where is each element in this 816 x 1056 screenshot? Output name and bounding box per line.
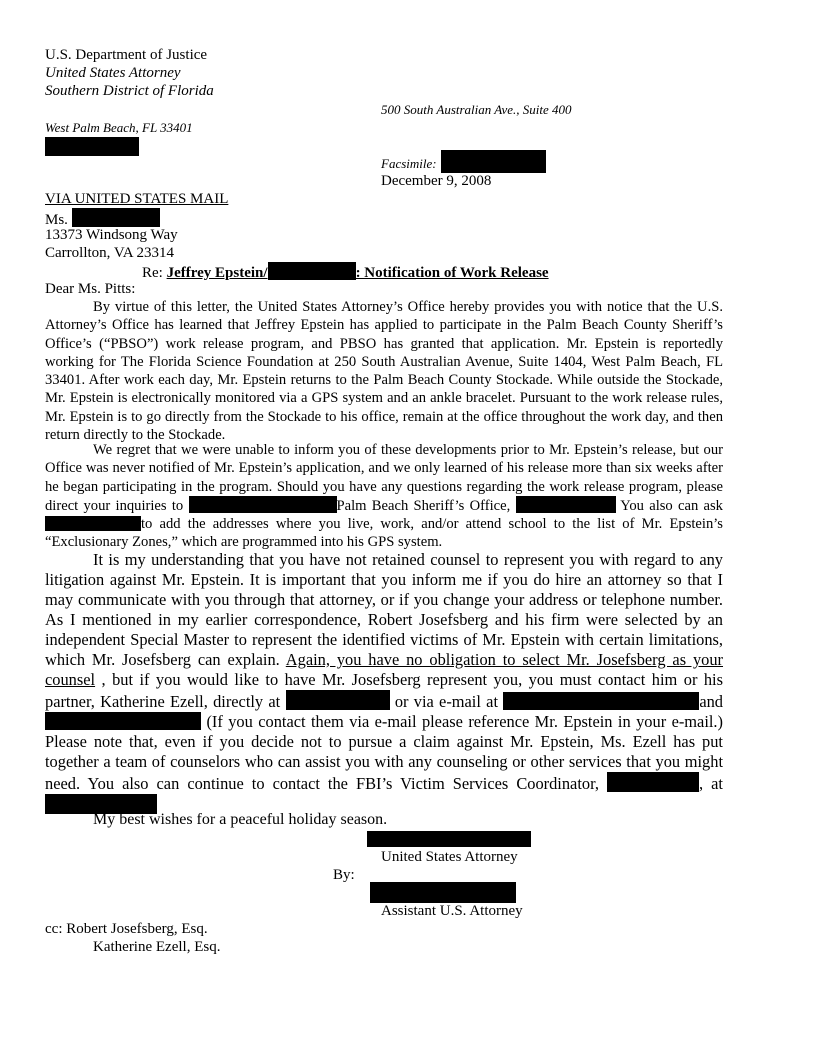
subject-name: Jeffrey Epstein/ [166, 265, 268, 281]
para2-text-c: You also can ask [620, 497, 723, 514]
para3-text-c: or via e-mail at [394, 692, 499, 711]
redacted-email-1 [503, 692, 699, 710]
para2-text-a: We regret that we were unable to inform you of these developments prior to Mr. Epstein’s release, but our Office was never notified of Mr. Epstein’s application, and we only learned of his release more than six weeks after he began participating in the program. Should you have any questions regarding the work release program, please direct your inquiries to [45, 442, 723, 514]
redacted-contact-name [189, 496, 337, 513]
para3-text-d: (If you contact them via e-mail please reference Mr. Epstein in your e-mail.) Please note that, even if you decide not to pursue a claim against Mr. Epstein, Ms. Ezell has put together a team of counselors who can assist you with any counseling or other services that you might need. You also can continue to contact the FBI’s Victim Services Coordinator, [45, 712, 723, 793]
subject-re: Re: [142, 265, 163, 281]
redacted-contact-2 [45, 516, 141, 531]
redacted-ausa-signature [370, 882, 516, 903]
para3-text-b: , but if you would like to have Mr. Josefsberg represent you, you must contact him or his partner, Katherine Ezell, directly at [45, 670, 723, 711]
letterhead-city: West Palm Beach, FL 33401 [45, 120, 193, 135]
recipient-city: Carrollton, VA 23314 [45, 245, 175, 261]
para2-text-d: to add the addresses where you live, work, and/or attend school to the list of Mr. Epstein’s “Exclusionary Zones,” which are programmed into his GPS system. [45, 516, 723, 551]
signature-title-ausa: Assistant U.S. Attorney [381, 903, 523, 919]
signature-by: By: [333, 867, 355, 883]
fax-label: Facsimile: [381, 156, 437, 171]
signature-title-us-attorney: United States Attorney [381, 849, 518, 865]
redacted-email-2 [45, 712, 201, 730]
letterhead-district: Southern District of Florida [45, 83, 214, 99]
redacted-subject [268, 262, 356, 280]
cc-line-2: Katherine Ezell, Esq. [93, 939, 221, 955]
redacted-recipient-name [72, 208, 160, 227]
subject-line [142, 262, 549, 282]
paragraph-inquiries [45, 441, 723, 552]
paragraph-work-release: By virtue of this letter, the United States Attorney’s Office hereby provides you with notice that the U.S. Attorney’s Office has learned that Jeffrey Epstein has applied to participate in the Palm Beach County Sheriff’s Office’s (“PBSO”) work release program, and PBSO has granted that application. Mr. Epstein is reportedly working for The Florida Science Foundation at 250 South Australian Avenue, Suite 1404, West Palm Beach, FL 33401. After work each day, Mr. Epstein returns to the Palm Beach County Stockade. While outside the Stockade, Mr. Epstein is electronically monitored via a GPS system and an ankle bracelet. Pursuant to the work release rules, Mr. Epstein is to go directly from the Stockade to his office, remain at the office throughout the work day, and then return directly to the Stockade. [45, 299, 723, 444]
redacted-counsel-phone [286, 690, 390, 710]
letter-date: December 9, 2008 [381, 173, 492, 189]
letterhead-office: United States Attorney [45, 65, 181, 81]
para3-and: and [699, 692, 723, 711]
closing-line: My best wishes for a peaceful holiday season. [93, 811, 388, 828]
para3-underlined: Again, you have no obligation to select Mr. Josefsberg as your counsel [45, 650, 724, 689]
cc-line-1: cc: Robert Josefsberg, Esq. [45, 921, 208, 937]
redacted-fbi-coordinator [607, 772, 699, 792]
subject-title: : Notification of Work Release [355, 265, 549, 281]
greeting: Dear Ms. Pitts: [45, 281, 136, 297]
delivery-method: VIA UNITED STATES MAIL [45, 191, 229, 207]
para3-text-a: It is my understanding that you have not retained counsel to represent you with regard to any litigation against Mr. Epstein. It is important that you inform me if you do hire an attorney so that I may communicate with you through that attorney, or if you change your address or telephone number. As I mentioned in my earlier correspondence, Robert Josefsberg and his firm were selected by an independent Special Master to represent the identified victims of Mr. Epstein with certain limitations, which Mr. Josefsberg can explain. [45, 550, 723, 669]
para3-comma-at: , at [699, 774, 723, 793]
letterhead-street: 500 South Australian Ave., Suite 400 [381, 102, 572, 117]
redacted-fax [441, 150, 546, 173]
letterhead-dept: U.S. Department of Justice [45, 47, 208, 63]
redacted-phone [45, 137, 139, 156]
paragraph-counsel [45, 550, 723, 816]
recipient-street: 13373 Windsong Way [45, 227, 178, 243]
redacted-contact-phone [516, 496, 616, 513]
recipient-prefix: Ms. [45, 212, 68, 228]
redacted-us-attorney-signature [367, 831, 531, 847]
para2-text-b: Palm Beach Sheriff’s Office, [336, 497, 511, 514]
